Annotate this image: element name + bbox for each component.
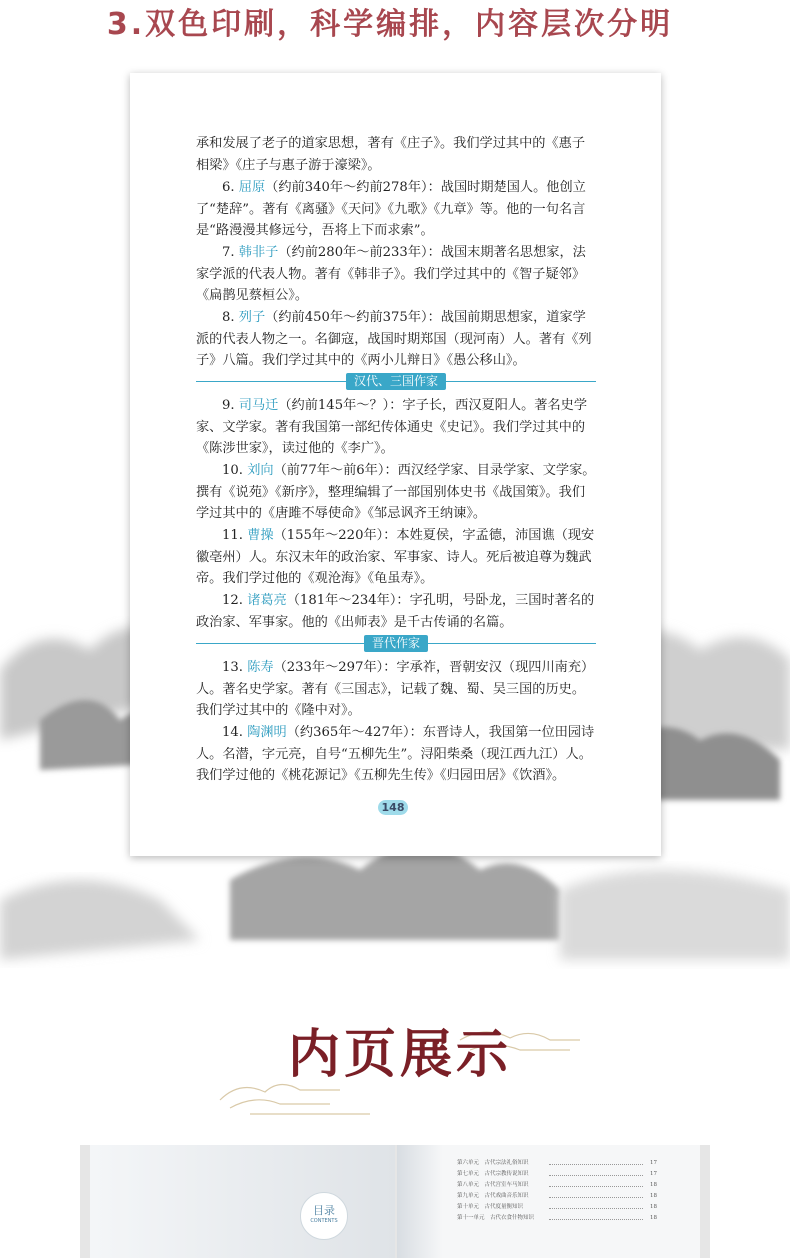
entry-text: （约前450年～约前375年）：战国前期思想家，道家学派的代表人物之一。名御寇，战国时期郑国（现河南）人。著有《列子》八篇。我们学过其中的《两小儿辩日》《愚公移山》。 xyxy=(196,310,592,368)
entry-number: 6. xyxy=(222,180,235,195)
toc-row-label: 第七单元 古代宗教传说知识 xyxy=(457,1171,529,1177)
entry-text: （约前145年～？）：字子长，西汉夏阳人。著名史学家、文学家。著有我国第一部纪传体通史《史记》。我们学过其中的《陈涉世家》，读过他的《李广》。 xyxy=(196,398,588,456)
toc-row-label: 第十一单元 古代衣食什物知识 xyxy=(457,1215,535,1221)
entry-number: 11. xyxy=(222,528,243,543)
toc-row xyxy=(457,1214,657,1223)
entry-6 xyxy=(196,177,596,242)
intro-paragraph: 承和发展了老子的道家思想，著有《庄子》。我们学过其中的《惠子相梁》《庄子与惠子游于濠梁》。 xyxy=(196,136,586,173)
section-header-jin xyxy=(196,636,596,650)
toc-row-label: 第六单元 古代宗法礼俗知识 xyxy=(457,1160,529,1166)
entry-13 xyxy=(196,657,596,722)
entry-text: （约前340年～约前278年）：战国时期楚国人。他创立了“楚辞”。著有《离骚》《天问》《九歌》《九章》等。他的一句名言是“路漫漫其修远兮，吾将上下而求索”。 xyxy=(196,180,586,238)
book-page xyxy=(130,73,661,856)
toc-row-page: 18 xyxy=(650,1215,657,1221)
entry-number: 13. xyxy=(222,660,243,675)
toc-row-label: 第十单元 古代度量衡知识 xyxy=(457,1204,524,1210)
display-title: 内页展示 xyxy=(287,1025,512,1085)
author-name: 司马迁 xyxy=(238,398,279,413)
entry-text: （233年～297年）：字承祚，晋朝安汉（现四川南充）人。著名史学家。著有《三国志》，记载了魏、蜀、吴三国的历史。我们学过其中的《隆中对》。 xyxy=(196,660,595,718)
entry-14 xyxy=(196,722,596,787)
entry-text: （约365年～427年）：东晋诗人，我国第一位田园诗人。名潜，字元亮，自号“五柳先生”。浔阳柴桑（现江西九江）人。我们学过他的《桃花源记》《五柳先生传》《归园田居》《饮酒》。 xyxy=(196,725,595,783)
author-name: 列子 xyxy=(238,310,266,325)
toc-row-page: 18 xyxy=(650,1204,657,1210)
toc-title: 目录 xyxy=(313,1204,335,1217)
entry-text: （181年～234年）：字孔明，号卧龙，三国时著名的政治家、军事家。他的《出师表》是千古传诵的名篇。 xyxy=(196,593,595,630)
section-header-han xyxy=(196,374,596,388)
author-name: 韩非子 xyxy=(238,245,279,260)
entry-text: （前77年～前6年）：西汉经学家、目录学家、文学家。撰有《说苑》《新序》，整理编辑了一部国别体史书《战国策》。我们学过其中的《唐雎不辱使命》《邹忌讽齐王纳谏》。 xyxy=(196,463,596,521)
book-right-page xyxy=(397,1145,700,1258)
section-label: 汉代、三国作家 xyxy=(346,373,446,390)
entry-9 xyxy=(196,395,596,460)
toc-row xyxy=(457,1181,657,1190)
toc-row xyxy=(457,1203,657,1212)
author-name: 陶渊明 xyxy=(247,725,287,740)
toc-subtitle: CONTENTS xyxy=(310,1218,338,1224)
entry-7 xyxy=(196,242,596,307)
toc-row xyxy=(457,1159,657,1168)
toc-row-label: 第九单元 古代戏曲音乐知识 xyxy=(457,1193,529,1199)
entry-number: 14. xyxy=(222,725,243,740)
entry-number: 9. xyxy=(222,398,235,413)
toc-row-label: 第八单元 古代宫室车马知识 xyxy=(457,1182,529,1188)
toc-row-page: 18 xyxy=(650,1182,657,1188)
entry-10 xyxy=(196,460,596,525)
toc-row-page: 17 xyxy=(650,1160,657,1166)
open-book-preview xyxy=(80,1145,710,1258)
entry-text: （155年～220年）：本姓夏侯，字孟德，沛国谯（现安徽亳州）人。东汉末年的政治家、军事家、诗人。死后被追尊为魏武帝。我们学过他的《观沧海》《龟虽寿》。 xyxy=(196,528,595,586)
page-number: 148 xyxy=(378,800,408,815)
section-label: 晋代作家 xyxy=(364,635,428,652)
book-left-page xyxy=(90,1145,395,1258)
entry-text: （约前280年～前233年）：战国末期著名思想家，法家学派的代表人物。著有《韩非子》。我们学过其中的《智子疑邻》《扁鹊见蔡桓公》。 xyxy=(196,245,586,303)
toc-badge xyxy=(300,1192,348,1240)
toc-row-page: 17 xyxy=(650,1171,657,1177)
author-name: 陈寿 xyxy=(247,660,274,675)
entry-number: 12. xyxy=(222,593,243,608)
author-name: 刘向 xyxy=(247,463,274,478)
author-name: 诸葛亮 xyxy=(247,593,287,608)
entry-number: 7. xyxy=(222,245,235,260)
toc-row xyxy=(457,1192,657,1201)
entry-11 xyxy=(196,525,596,590)
headline: 3.双色印刷，科学编排，内容层次分明 xyxy=(106,7,674,42)
entry-number: 8. xyxy=(222,310,235,325)
entry-number: 10. xyxy=(222,463,243,478)
author-name: 屈原 xyxy=(238,180,266,195)
entry-12 xyxy=(196,590,596,633)
author-name: 曹操 xyxy=(247,528,274,543)
toc-row xyxy=(457,1170,657,1179)
toc-row-page: 18 xyxy=(650,1193,657,1199)
entry-8 xyxy=(196,307,596,372)
